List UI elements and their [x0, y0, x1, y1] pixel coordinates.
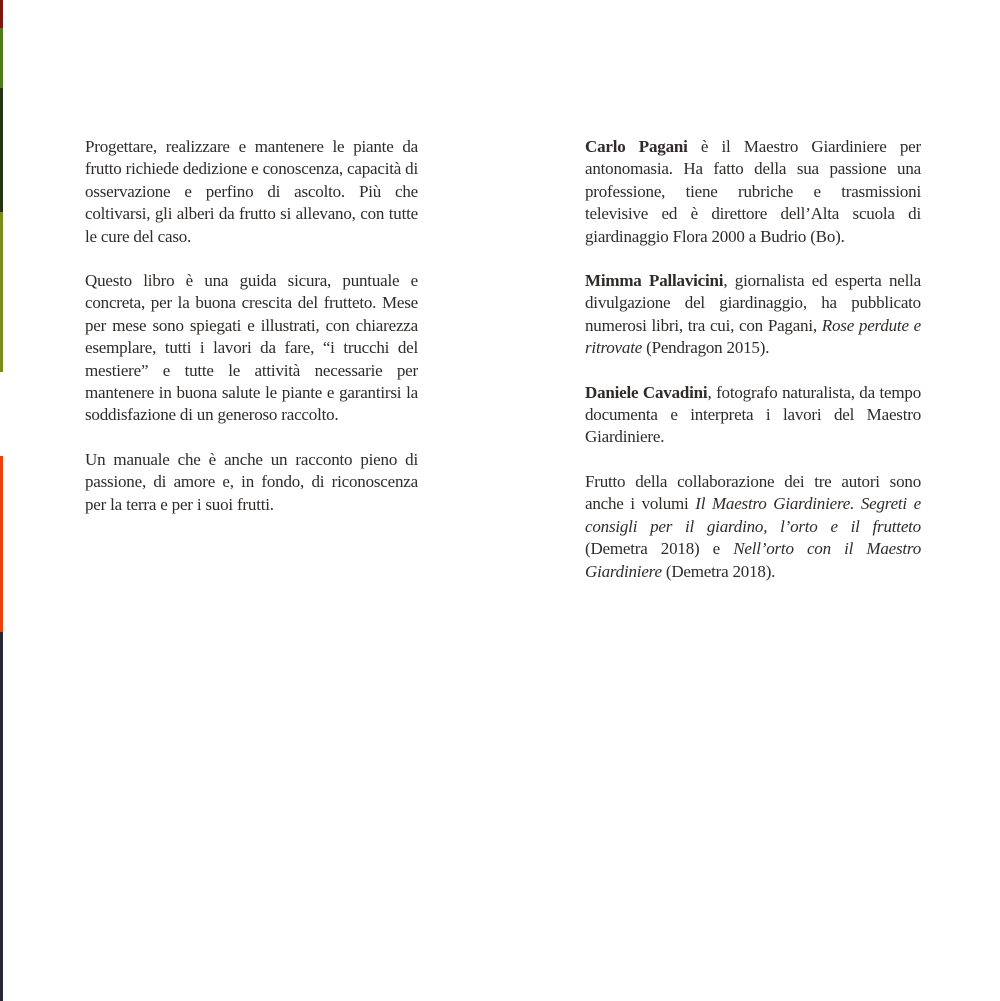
book-spine-edge-strip: [0, 0, 3, 1001]
author-bio-text: , giornalista ed esperta nella divulgazione del giardinaggio, ha pubblicato numerosi libri, tra cui, con Pagani,: [585, 271, 921, 335]
author-bio-text: , fotografo naturalista, da tempo documenta e interpreta i lavori del Maestro Giardiniere.: [585, 382, 922, 447]
author-name-bold: Daniele Cavadini: [585, 382, 708, 402]
left-text-column: [85, 136, 418, 538]
right-text-column: [585, 136, 921, 605]
spine-strip-segment-dark-navy: [0, 632, 3, 1001]
spine-strip-segment-olive-green: [0, 212, 3, 372]
book-title-italic: Nell’orto con il Maestro Giardiniere: [585, 539, 921, 581]
spine-strip-segment-dark-forest-green: [0, 88, 3, 212]
publisher-text: (Demetra 2018).: [661, 561, 776, 581]
book-title-italic: Il Maestro Giardiniere. Segreti e consigli per il giardino, l’orto e il frutteto: [585, 494, 922, 536]
author-bio-daniele-cavadini: [585, 382, 921, 449]
publisher-text: (Pendragon 2015).: [642, 338, 770, 358]
book-title-italic: Rose perdute e ritrovate: [585, 315, 921, 358]
spine-strip-segment-green: [0, 28, 3, 88]
author-name-bold: Mimma Pallavicini: [585, 271, 724, 291]
book-description-paragraph-3: Un manuale che è anche un racconto pieno di passione, di amore e, in fondo, di riconoscenza per la terra e per i suoi frutti.: [85, 449, 418, 514]
publisher-text: (Demetra 2018) e: [585, 539, 734, 559]
author-name-bold: Carlo Pagani: [585, 137, 688, 156]
paragraph-text: Frutto della collaborazione dei tre autori sono anche i volumi: [585, 471, 921, 514]
author-bio-mimma-pallavicini: [585, 270, 921, 360]
spine-strip-segment-orange-red: [0, 456, 3, 632]
author-bio-carlo-pagani: [585, 136, 921, 248]
book-description-paragraph-1: Progettare, realizzare e mantenere le piante da frutto richiede dedizione e conoscenza, capacità di osservazione e perfino di ascolto. Più che coltivarsi, gli alberi da frutto si allevano, con tutte le cure del caso.: [85, 137, 418, 246]
spine-strip-segment-dark-red: [0, 0, 3, 28]
book-description-paragraph-2: Questo libro è una guida sicura, puntuale e concreta, per la buona crescita del frutteto. Mese per mese sono spiegati e illustrati, con chiarezza esemplare, tutti i lavori da fare, “i trucchi del mestiere” e tutte le attività necessarie per mantenere in buona salute le piante e garantirsi la soddisfazione di un generoso raccolto.: [85, 271, 418, 425]
spine-strip-segment-white-gap: [0, 372, 3, 456]
author-bio-text: è il Maestro Giardiniere per antonomasia. Ha fatto della sua passione una professione, tiene rubriche e trasmissioni televisive ed è direttore dell’Alta scuola di giardinaggio Flora 2000 a Budrio (Bo).: [585, 137, 921, 246]
other-volumes-paragraph: [585, 471, 921, 583]
